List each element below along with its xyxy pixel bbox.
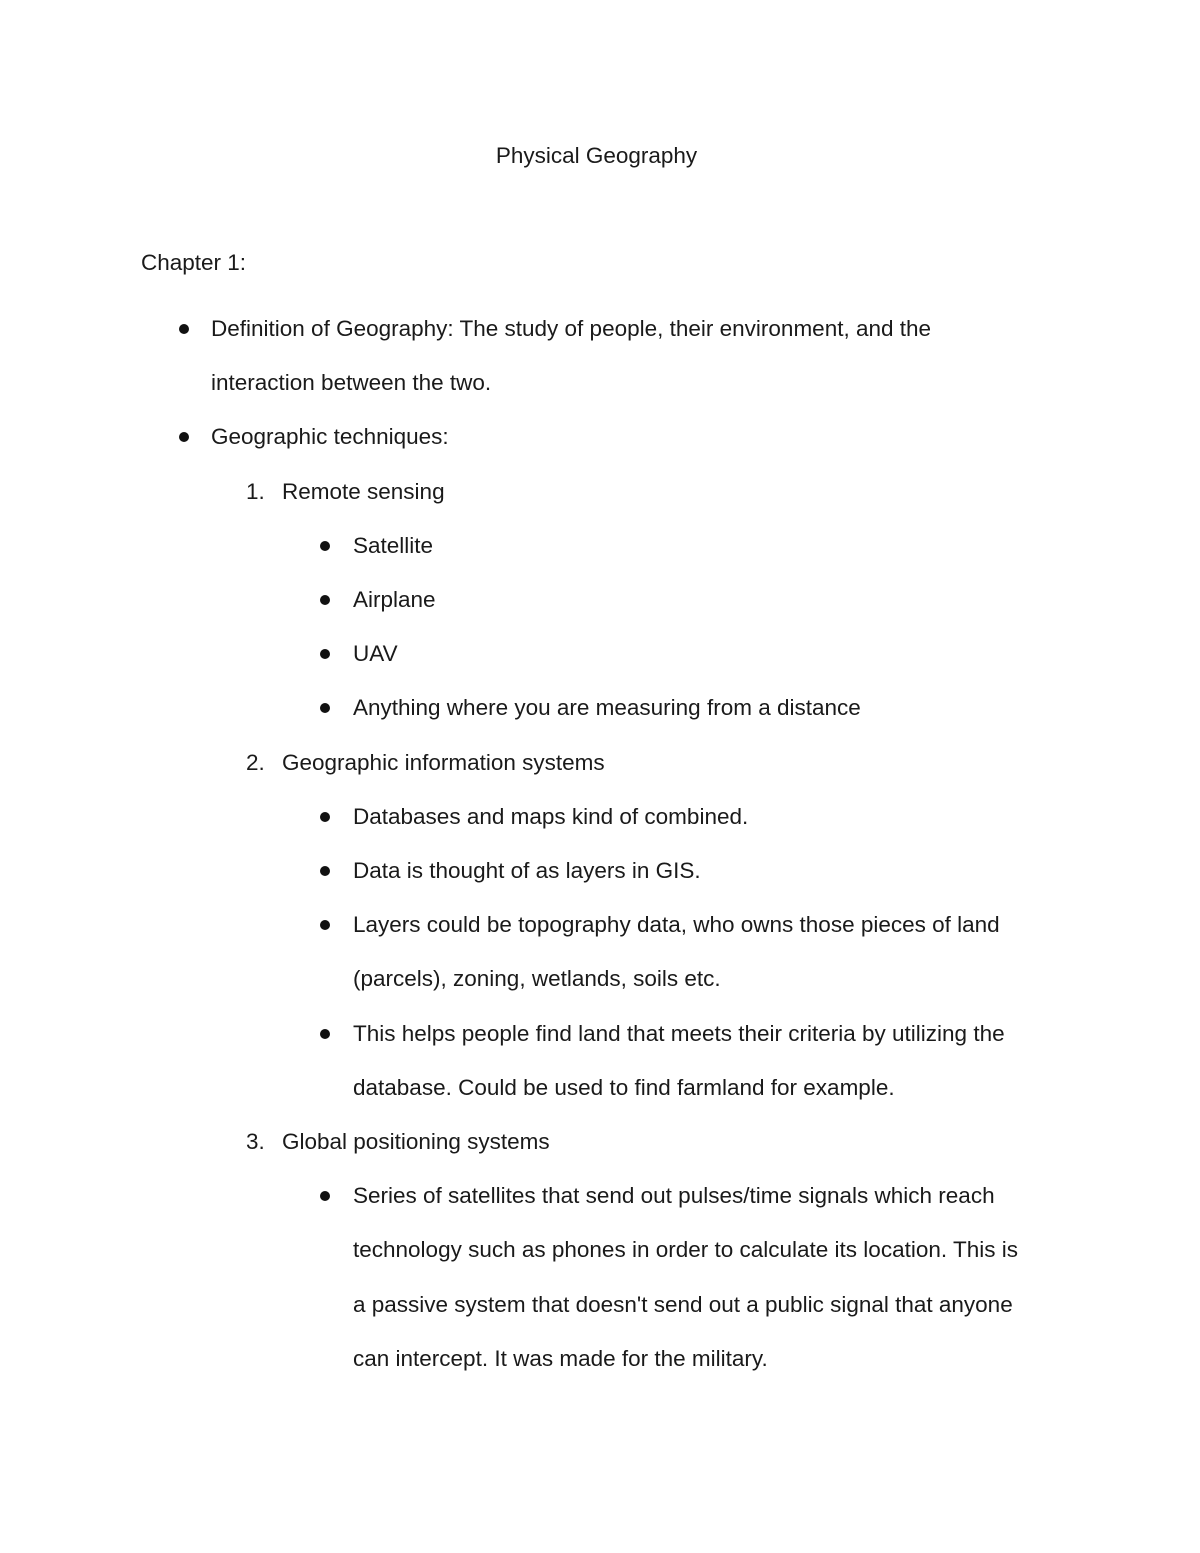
list-item-techniques bbox=[0, 410, 1200, 464]
numbered-item-gps bbox=[0, 1115, 1200, 1169]
list-item-text: Databases and maps kind of combined. bbox=[353, 803, 749, 829]
numbered-item-remote-sensing bbox=[0, 465, 1200, 519]
list-item-text: UAV bbox=[353, 641, 398, 667]
bullet-icon bbox=[320, 1029, 330, 1039]
list-item bbox=[0, 790, 1200, 844]
list-item bbox=[0, 844, 1200, 898]
list-item-text: Anything where you are measuring from a distance bbox=[353, 695, 861, 721]
list-item-text: Data is thought of as layers in GIS. bbox=[353, 858, 701, 884]
bullet-icon bbox=[320, 649, 330, 659]
document-body bbox=[0, 302, 1200, 1386]
bullet-icon bbox=[320, 812, 330, 822]
list-item bbox=[0, 898, 1200, 1006]
list-item-text-line-2: database. Could be used to find farmland for example. bbox=[353, 1074, 895, 1100]
document-title: Physical Geography bbox=[495, 143, 698, 168]
list-item-text: Satellite bbox=[353, 532, 434, 558]
bullet-icon bbox=[320, 920, 330, 930]
gps-label: Global positioning systems bbox=[282, 1129, 550, 1155]
list-number: 3. bbox=[246, 1129, 265, 1155]
bullet-icon bbox=[179, 432, 189, 442]
list-item-text-line-1: Series of satellites that send out pulses/time signals which reach bbox=[353, 1183, 995, 1209]
list-item bbox=[0, 1007, 1200, 1115]
definition-line-1: Definition of Geography: The study of people, their environment, and the bbox=[211, 316, 932, 341]
numbered-item-gis bbox=[0, 736, 1200, 790]
gis-label: Geographic information systems bbox=[282, 749, 605, 775]
bullet-icon bbox=[320, 703, 330, 713]
list-item bbox=[0, 1169, 1200, 1386]
list-item-text-line-4: can intercept. It was made for the military. bbox=[353, 1345, 768, 1371]
list-item bbox=[0, 627, 1200, 681]
remote-sensing-label: Remote sensing bbox=[282, 478, 445, 504]
list-item bbox=[0, 681, 1200, 735]
bullet-icon bbox=[179, 324, 189, 334]
list-item-text: Airplane bbox=[353, 587, 436, 613]
list-number: 1. bbox=[246, 478, 265, 504]
list-number: 2. bbox=[246, 749, 265, 775]
list-item-text-line-3: a passive system that doesn't send out a public signal that anyone bbox=[353, 1291, 1013, 1317]
list-item-text-line-1: Layers could be topography data, who owns those pieces of land bbox=[353, 912, 1000, 938]
techniques-heading: Geographic techniques: bbox=[211, 424, 449, 450]
definition-line-2: interaction between the two. bbox=[211, 370, 492, 396]
list-item-text-line-1: This helps people find land that meets their criteria by utilizing the bbox=[353, 1020, 1005, 1046]
bullet-icon bbox=[320, 866, 330, 876]
bullet-icon bbox=[320, 541, 330, 551]
list-item-text-line-2: technology such as phones in order to calculate its location. This is bbox=[353, 1237, 1018, 1263]
list-item bbox=[0, 573, 1200, 627]
list-item bbox=[0, 519, 1200, 573]
list-item-text-line-2: (parcels), zoning, wetlands, soils etc. bbox=[353, 966, 721, 992]
bullet-icon bbox=[320, 1191, 330, 1201]
chapter-heading: Chapter 1: bbox=[141, 250, 247, 275]
list-item-definition bbox=[0, 302, 1200, 410]
bullet-icon bbox=[320, 595, 330, 605]
